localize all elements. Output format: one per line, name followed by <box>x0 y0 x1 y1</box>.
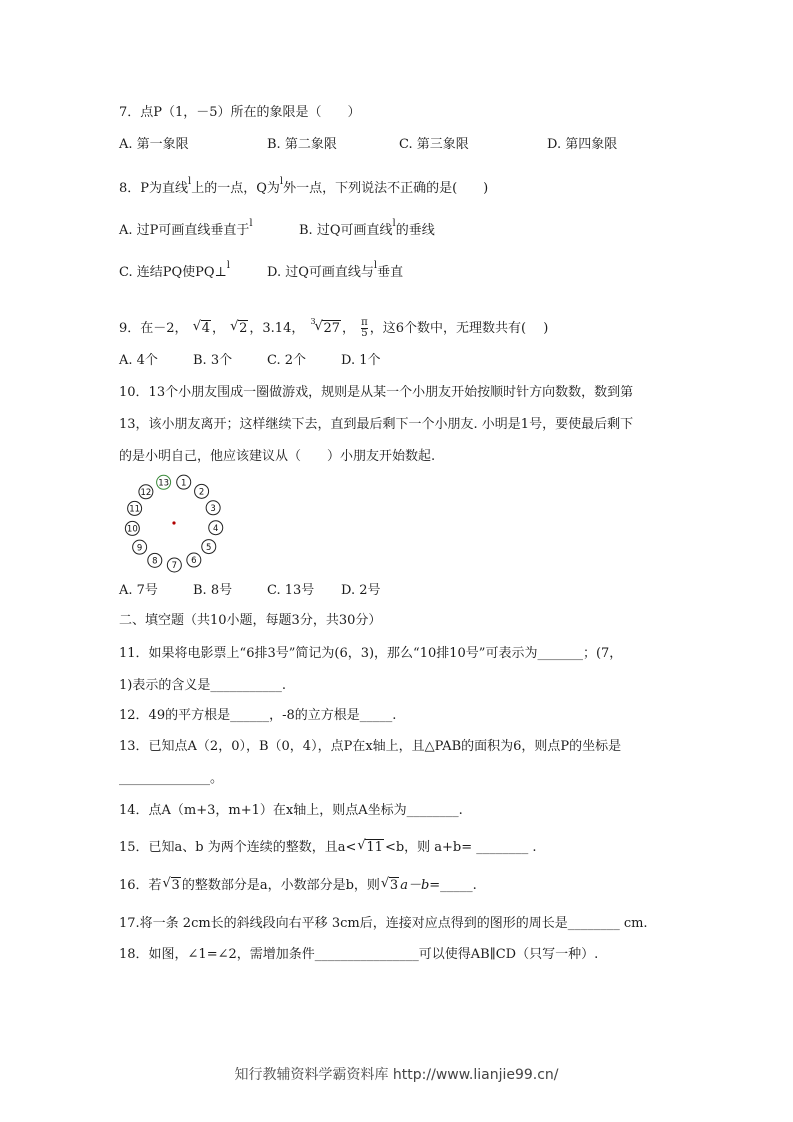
child-13 <box>157 475 171 489</box>
svg-text:1: 1 <box>180 478 187 489</box>
svg-text:11: 11 <box>129 504 141 515</box>
q10-line-1: 10．13个小朋友围成一圈做游戏，规则是从某一个小朋友开始按顺时针方向数数，数到第 <box>119 385 634 400</box>
child-4 <box>209 521 223 535</box>
footer-watermark: 知行教辅资料学霸资料库 http://www.lianjie99.cn/ <box>234 1067 559 1083</box>
q8-option-d-text-2: 垂直 <box>377 265 404 280</box>
q8-option-a <box>119 218 253 241</box>
q8-text-1: 8．P为直线 <box>119 181 189 196</box>
q8-text-2: 上的一点，Q为 <box>191 181 280 196</box>
child-1 <box>177 475 191 489</box>
q8-option-a-text: A. 过P可画直线垂直于 <box>119 223 250 238</box>
child-9 <box>133 540 147 554</box>
q8-stem <box>119 176 489 199</box>
line-l-symbol: l <box>392 218 396 229</box>
line-l-symbol: l <box>226 260 230 271</box>
child-8 <box>148 553 162 567</box>
q11-line-1: 11．如果将电影票上“6排3号”简记为(6，3)，那么“10排10号”可表示为_______；(7， <box>119 646 623 661</box>
svg-text:9: 9 <box>136 543 143 554</box>
q15-text-2: <b，则 a+b= ________ . <box>384 840 537 855</box>
child-10 <box>125 521 139 535</box>
child-12 <box>139 485 153 499</box>
q13-line-1: 13．已知点A（2，0），B（0，4），点P在x轴上，且△PAB的面积为6，则点P的坐标是 <box>119 739 622 754</box>
line-l-symbol: l <box>279 176 284 187</box>
q12: 12．49的平方根是______，-8的立方根是_____. <box>119 708 397 723</box>
line-l-symbol: l <box>249 218 253 229</box>
q16-text-2: 的整数部分是a，小数部分是b，则 <box>181 878 380 893</box>
q9-option-d: D. 1个 <box>341 353 381 368</box>
svg-text:2: 2 <box>198 487 205 498</box>
q8-option-c-text: C. 连结PQ使PQ⊥ <box>119 265 227 280</box>
sqrt-4-radicand: 4 <box>201 321 210 336</box>
q7-option-c: C. 第三象限 <box>399 137 469 152</box>
svg-text:7: 7 <box>171 561 178 572</box>
q8-text-3: 外一点，下列说法不正确的是( ) <box>283 181 489 196</box>
q15 <box>119 839 537 857</box>
q9-stem: 9．在－2， √ 4 ， √ 2 ，3.14， 3 √ 27 ， $\frac{\pi}{5}$ ，这6个数中，无理数共有( ) <box>119 318 548 339</box>
q9-text-1: 9．在－2， <box>119 321 188 336</box>
child-5 <box>202 540 216 554</box>
sqrt-3-radicand: 3 <box>171 878 180 893</box>
circle-center-dot <box>172 521 175 524</box>
sqrt-2-radicand: 2 <box>239 321 248 336</box>
line-l-symbol: l <box>188 176 192 187</box>
q14: 14．点A（m+3，m+1）在x轴上，则点A坐标为________. <box>119 803 463 818</box>
child-7 <box>167 558 181 572</box>
sqrt-3-expression-radicand: 3 <box>389 878 399 893</box>
cube-root-index: 3 <box>310 317 316 326</box>
svg-text:13: 13 <box>158 478 170 489</box>
q11-line-2: 1)表示的含义是___________. <box>119 678 286 693</box>
q13-line-2: ______________。 <box>119 771 224 786</box>
q15-text-1: 15．已知a、b 为两个连续的整数，且a< <box>119 840 357 855</box>
child-3 <box>206 501 220 515</box>
fraction-denominator: 5 <box>361 328 368 339</box>
children-circle-figure <box>119 473 225 573</box>
pi-over-5 <box>361 318 368 339</box>
q16 <box>119 877 477 895</box>
q10-option-b: B. 8号 <box>193 583 233 598</box>
q7-option-b: B. 第二象限 <box>267 137 337 152</box>
q8-option-d <box>267 260 404 283</box>
sqrt-2: √ 2 <box>230 319 248 336</box>
q9-text-3: ，这6个数中，无理数共有( ) <box>369 321 549 336</box>
section-2-heading: 二、填空题（共10小题，每题3分，共30分） <box>119 613 382 628</box>
cbrt-27-radicand: 27 <box>323 321 341 336</box>
child-6 <box>187 553 201 567</box>
q7-stem: 7．点P（1，－5）所在的象限是（ ） <box>119 105 361 120</box>
child-11 <box>128 501 142 515</box>
svg-text:8: 8 <box>152 556 158 567</box>
q8-option-b-text-1: B. 过Q可画直线 <box>299 223 393 238</box>
svg-text:6: 6 <box>191 556 197 567</box>
q10-option-c: C. 13号 <box>267 583 315 598</box>
svg-text:3: 3 <box>210 503 216 514</box>
q17: 17.将一条 2cm长的斜线段向右平移 3cm后，连接对应点得到的图形的周长是________ cm. <box>119 916 648 931</box>
q10-line-2: 13，该小朋友离开；这样继续下去，直到最后剩下一个小朋友. 小明是1号，要使最后剩下 <box>119 417 634 432</box>
sqrt-4: √ 4 <box>192 319 210 336</box>
fraction-numerator: π <box>361 317 368 328</box>
svg-text:12: 12 <box>140 487 152 498</box>
svg-text:4: 4 <box>213 523 219 534</box>
q16-text-1: 16．若 <box>119 878 162 893</box>
q8-option-d-text-1: D. 过Q可画直线与 <box>267 265 374 280</box>
q7-option-a: A. 第一象限 <box>119 137 189 152</box>
q9-option-c: C. 2个 <box>267 353 307 368</box>
q16-expression: a－b <box>400 878 430 893</box>
line-l-symbol: l <box>373 260 378 271</box>
svg-text:10: 10 <box>126 524 138 535</box>
sqrt-11-radicand: 11 <box>366 840 383 855</box>
sqrt-11: √ 11 <box>357 838 383 855</box>
q7-option-d: D. 第四象限 <box>547 137 618 152</box>
svg-text:5: 5 <box>206 542 212 553</box>
q9-text-2: ，3.14， <box>249 321 305 336</box>
q16-text-3: =_____. <box>429 878 477 893</box>
q9-option-a: A. 4个 <box>119 353 158 368</box>
sqrt-3-expression: √ 3 <box>380 876 399 893</box>
cbrt-27: 3 √ 27 <box>314 320 341 338</box>
q8-option-b-text-2: 的垂线 <box>395 223 435 238</box>
q10-line-3: 的是小明自己，他应该建议从（ ）小朋友开始数起. <box>119 449 436 464</box>
q8-option-c <box>119 260 230 283</box>
sqrt-3: √ 3 <box>162 876 180 893</box>
q10-option-d: D. 2号 <box>341 583 381 598</box>
q9-option-b: B. 3个 <box>193 353 233 368</box>
child-2 <box>195 484 209 498</box>
q18: 18．如图，∠1=∠2，需增加条件________________可以使得AB∥CD（只写一种）. <box>119 947 599 962</box>
q10-option-a: A. 7号 <box>119 583 158 598</box>
q8-option-b <box>299 218 435 241</box>
